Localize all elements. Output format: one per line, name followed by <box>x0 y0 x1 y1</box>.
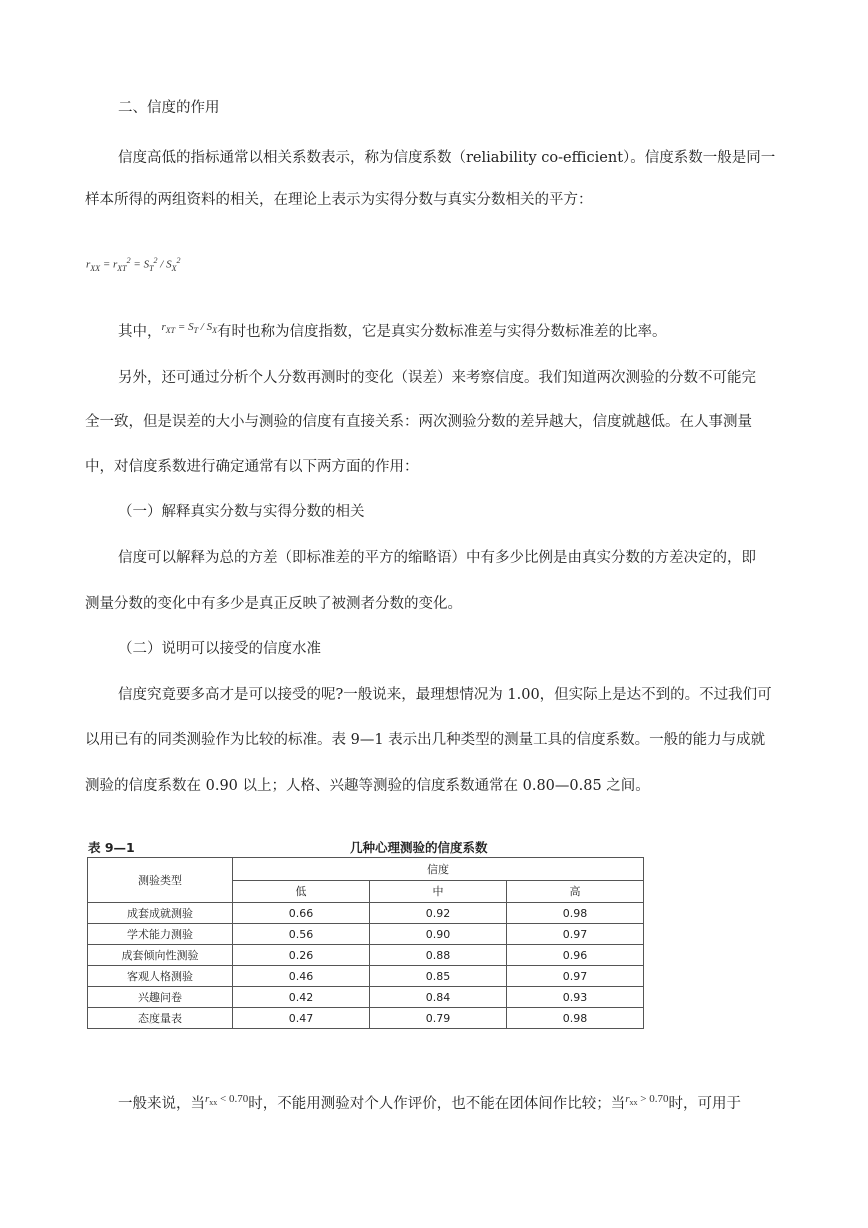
row-high: 0.97 <box>507 924 644 945</box>
last-paragraph <box>118 1094 741 1119</box>
paragraph-2 <box>118 322 666 347</box>
paragraph-1-line-2: 样本所得的两组资料的相关，在理论上表示为实得分数与真实分数相关的平方： <box>85 192 593 208</box>
row-mid: 0.92 <box>370 903 507 924</box>
header-test-type: 测验类型 <box>88 858 233 903</box>
table-row <box>88 903 644 924</box>
last-paragraph-part-3: 时，可用于 <box>668 1096 741 1112</box>
table-row <box>88 987 644 1008</box>
table-title: 几种心理测验的信度系数 <box>350 840 488 855</box>
section-heading: 二、信度的作用 <box>118 100 220 116</box>
row-low: 0.46 <box>233 966 370 987</box>
row-name: 客观人格测验 <box>88 966 233 987</box>
row-mid: 0.88 <box>370 945 507 966</box>
row-name: 成套成就测验 <box>88 903 233 924</box>
paragraph-1-line-1: 信度高低的指标通常以相关系数表示，称为信度系数（reliability co-efficient）。信度系数一般是同一 <box>118 150 776 166</box>
reliability-formula: $r_{XX} = r_{XT}^2 = S_T^2 / S_X^2$ <box>86 256 181 273</box>
row-high: 0.98 <box>507 1008 644 1029</box>
header-mid: 中 <box>370 880 507 903</box>
row-high: 0.98 <box>507 903 644 924</box>
header-reliability: 信度 <box>233 858 644 881</box>
paragraph-5-line-3: 测验的信度系数在 0.90 以上；人格、兴趣等测验的信度系数通常在 0.80—0.85 之间。 <box>85 778 650 794</box>
subheading-1: （一）解释真实分数与实得分数的相关 <box>118 504 365 520</box>
row-low: 0.66 <box>233 903 370 924</box>
paragraph-4-line-2: 测量分数的变化中有多少是真正反映了被测者分数的变化。 <box>85 596 462 612</box>
last-paragraph-part-2: 时，不能用测验对个人作评价，也不能在团体间作比较；当 <box>248 1096 626 1112</box>
paragraph-5-line-1: 信度究竟要多高才是可以接受的呢?一般说来，最理想情况为 1.00，但实际上是达不到的。不过我们可 <box>118 687 772 703</box>
paragraph-3-line-2: 全一致，但是误差的大小与测验的信度有直接关系：两次测验分数的差异越大，信度就越低。在人事测量 <box>85 414 752 430</box>
last-paragraph-part-1: 一般来说，当 <box>118 1096 205 1112</box>
row-high: 0.93 <box>507 987 644 1008</box>
table-row <box>88 1008 644 1029</box>
table-header-row <box>88 858 644 881</box>
row-mid: 0.85 <box>370 966 507 987</box>
row-low: 0.26 <box>233 945 370 966</box>
subheading-2: （二）说明可以接受的信度水准 <box>118 641 321 657</box>
row-low: 0.56 <box>233 924 370 945</box>
row-high: 0.97 <box>507 966 644 987</box>
row-low: 0.42 <box>233 987 370 1008</box>
paragraph-3-line-1: 另外，还可通过分析个人分数再测时的变化（误差）来考察信度。我们知道两次测验的分数不可能完 <box>118 370 756 386</box>
header-high: 高 <box>507 880 644 903</box>
paragraph-4-line-1: 信度可以解释为总的方差（即标准差的平方的缩略语）中有多少比例是由真实分数的方差决定的，即 <box>118 550 756 566</box>
paragraph-5-line-2: 以用已有的同类测验作为比较的标准。表 9—1 表示出几种类型的测量工具的信度系数。一般的能力与成就 <box>85 732 766 748</box>
row-mid: 0.79 <box>370 1008 507 1029</box>
threshold-formula-high: rxx > 0.70 <box>625 1093 669 1108</box>
table-row <box>88 924 644 945</box>
row-name: 成套倾向性测验 <box>88 945 233 966</box>
threshold-formula-low: rxx < 0.70 <box>205 1093 249 1108</box>
row-mid: 0.90 <box>370 924 507 945</box>
table-row <box>88 945 644 966</box>
row-name: 学术能力测验 <box>88 924 233 945</box>
paragraph-2-suffix: 有时也称为信度指数，它是真实分数标准差与实得分数标准差的比率。 <box>216 324 667 340</box>
table-label: 表 9—1 <box>88 840 135 855</box>
row-high: 0.96 <box>507 945 644 966</box>
table-row <box>88 966 644 987</box>
row-name: 态度量表 <box>88 1008 233 1029</box>
paragraph-3-line-3: 中，对信度系数进行确定通常有以下两方面的作用： <box>85 459 419 475</box>
reliability-table <box>87 857 644 1029</box>
row-name: 兴趣问卷 <box>88 987 233 1008</box>
header-low: 低 <box>233 880 370 903</box>
reliability-index-formula: rXT = ST / SX <box>161 321 217 336</box>
paragraph-2-prefix: 其中， <box>118 324 162 340</box>
row-low: 0.47 <box>233 1008 370 1029</box>
row-mid: 0.84 <box>370 987 507 1008</box>
